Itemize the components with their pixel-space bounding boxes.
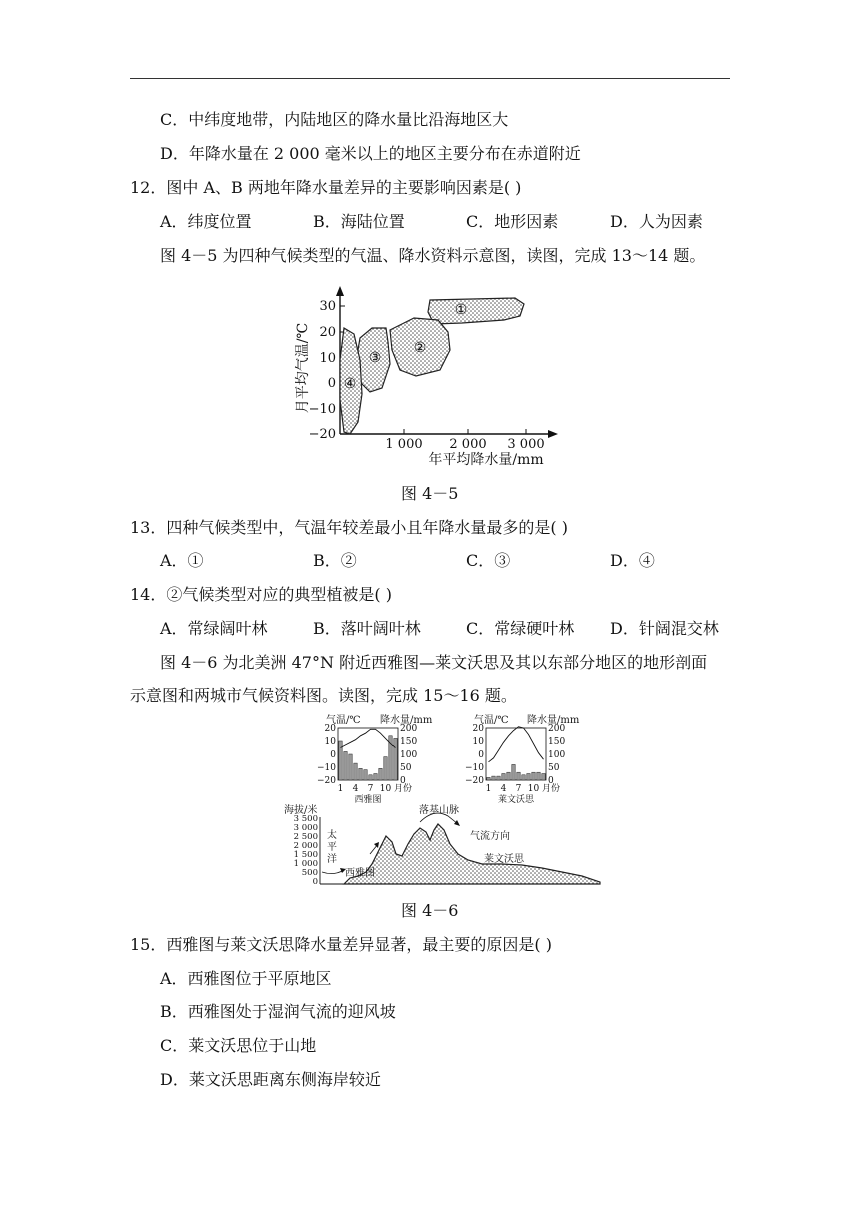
intro-15-16-line1: 图 4－6 为北美洲 47°N 附近西雅图—莱文沃思及其以东部分地区的地形剖面 (160, 653, 708, 672)
option-c-prev: C．中纬度地带，内陆地区的降水量比沿海地区大 (160, 110, 509, 129)
figure-4-5 (290, 282, 570, 472)
precip-bar (497, 776, 500, 780)
precip-bar (359, 768, 362, 780)
elevation-tick: 3 000 (293, 823, 318, 833)
elevation-tick: 2 500 (293, 832, 318, 842)
precip-tick: 50 (548, 763, 560, 773)
precip-bar (487, 777, 490, 780)
profile-leavenworth-label: 莱文沃思 (484, 854, 524, 865)
temp-tick: 0 (478, 750, 484, 760)
temp-tick: 0 (330, 750, 336, 760)
precip-bar (364, 770, 367, 780)
region-label-4: ④ (343, 376, 357, 392)
q12-option-d: D．人为因素 (610, 212, 703, 231)
precip-bar (394, 738, 397, 780)
seattle-chart-title: 西雅图 (354, 795, 382, 805)
month-tick: 4 (352, 784, 359, 794)
month-tick: 1 (337, 784, 344, 794)
y-tick: 30 (319, 299, 336, 314)
precip-tick: 50 (400, 763, 412, 773)
pacific-label-1: 太 (327, 830, 337, 841)
question-13: 13．四种气候类型中，气温年较差最小且年降水量最多的是( ) (130, 518, 568, 537)
precip-tick: 200 (400, 724, 418, 734)
precip-bar (344, 751, 347, 780)
q12-option-a: A．纬度位置 (160, 212, 252, 231)
precip-bar (542, 774, 545, 781)
leavenworth-month-unit: 月份 (542, 784, 561, 794)
y-axis-arrow (336, 286, 344, 296)
x-tick: 3 000 (507, 437, 545, 452)
airflow-arrowhead-upslope (374, 842, 379, 848)
temp-tick: 10 (472, 737, 484, 747)
precip-bar (522, 775, 525, 780)
precip-bar (349, 754, 352, 780)
precip-bar (502, 774, 505, 781)
seattle-month-unit: 月份 (394, 784, 413, 794)
figure-4-5-caption: 图 4－5 (401, 484, 459, 503)
q13-option-c: C．③ (466, 551, 511, 570)
option-d-prev: D．年降水量在 2 000 毫米以上的地区主要分布在赤道附近 (160, 144, 581, 163)
precip-bar (369, 775, 372, 780)
elevation-tick: 3 500 (293, 814, 318, 824)
precip-bar (517, 772, 520, 780)
elevation-tick: 0 (312, 877, 318, 887)
question-14: 14．②气候类型对应的典型植被是( ) (130, 585, 392, 604)
q12-option-b: B．海陆位置 (313, 212, 405, 231)
profile-airflow-label: 气流方向 (470, 831, 510, 842)
precip-bar (512, 764, 515, 780)
temp-tick: −20 (465, 776, 484, 786)
q13-option-d: D．④ (610, 551, 655, 570)
pacific-label-2: 平 (327, 842, 337, 853)
elevation-tick: 2 000 (293, 841, 318, 851)
header-rule (130, 78, 730, 79)
profile-y-label: 海拔/米 (284, 805, 318, 816)
precip-bar (537, 772, 540, 780)
q15-option-d: D．莱文沃思距离东侧海岸较近 (160, 1070, 381, 1089)
y-tick: 20 (319, 325, 336, 340)
precip-tick: 100 (400, 750, 418, 760)
precip-bar (527, 774, 530, 781)
month-tick: 10 (527, 784, 540, 794)
precip-tick: 150 (548, 737, 566, 747)
y-axis-label: 月平均气温/℃ (295, 322, 311, 414)
climate-region-1 (428, 298, 524, 324)
temp-tick: −10 (465, 763, 484, 773)
month-tick: 7 (515, 784, 522, 794)
temp-tick: −10 (317, 763, 336, 773)
terrain-profile (284, 803, 600, 887)
month-tick: 7 (367, 784, 374, 794)
leavenworth-climate-chart (465, 713, 580, 805)
question-15: 15．西雅图与莱文沃思降水量差异显著，最主要的原因是( ) (130, 935, 552, 954)
elevation-tick: 1 500 (293, 850, 318, 860)
intro-15-16-line2: 示意图和两城市气候资料图。读图，完成 15～16 题。 (130, 686, 517, 705)
profile-rockies-label: 落基山脉 (419, 805, 459, 816)
x-tick: 2 000 (449, 437, 487, 452)
precip-bar (354, 763, 357, 780)
temp-tick: 10 (324, 737, 336, 747)
month-tick: 10 (379, 784, 392, 794)
temp-tick: −20 (317, 776, 336, 786)
precip-tick: 200 (548, 724, 566, 734)
airflow-arrowhead-over-mountain (454, 820, 460, 826)
question-12: 12．图中 A、B 两地年降水量差异的主要影响因素是( ) (130, 178, 522, 197)
seattle-precip-label: 降水量/mm (380, 715, 433, 726)
region-label-1: ① (454, 302, 468, 318)
month-tick: 4 (500, 784, 507, 794)
month-tick: 1 (485, 784, 492, 794)
airflow-arrow-pacific (322, 870, 344, 874)
figure-4-6-caption: 图 4－6 (401, 901, 459, 920)
figure-4-6 (282, 712, 612, 892)
temp-tick: 20 (324, 724, 336, 734)
y-tick: −20 (308, 427, 336, 442)
precip-tick: 0 (548, 776, 554, 786)
leavenworth-chart-title: 莱文沃思 (497, 795, 535, 805)
q15-option-c: C．莱文沃思位于山地 (160, 1036, 317, 1055)
q13-option-b: B．② (313, 551, 357, 570)
precip-tick: 100 (548, 750, 566, 760)
q14-option-d: D．针阔混交林 (610, 619, 719, 638)
intro-13-14: 图 4－5 为四种气候类型的气温、降水资料示意图，读图，完成 13～14 题。 (160, 246, 706, 265)
precip-bar (379, 768, 382, 780)
region-label-2: ② (413, 340, 427, 356)
precip-bar (532, 772, 535, 780)
x-tick: 1 000 (385, 437, 423, 452)
elevation-tick: 500 (301, 868, 318, 878)
q15-option-a: A．西雅图位于平原地区 (160, 969, 332, 988)
profile-seattle-label: 西雅图 (345, 868, 375, 879)
precip-bar (384, 757, 387, 780)
q14-option-c: C．常绿硬叶林 (466, 619, 575, 638)
temp-tick: 20 (472, 724, 484, 734)
leavenworth-precip-label: 降水量/mm (527, 715, 580, 726)
precip-bar (374, 774, 377, 781)
precip-bar (492, 776, 495, 780)
seattle-temp-label: 气温/℃ (326, 715, 361, 726)
precip-bar (507, 772, 510, 780)
y-tick: −10 (308, 402, 336, 417)
y-tick: 0 (327, 376, 336, 391)
q15-option-b: B．西雅图处于湿润气流的迎风坡 (160, 1002, 396, 1021)
q12-option-c: C．地形因素 (466, 212, 559, 231)
q14-option-b: B．落叶阔叶林 (313, 619, 421, 638)
q14-option-a: A．常绿阔叶林 (160, 619, 268, 638)
x-axis-arrow (548, 430, 558, 438)
precip-tick: 0 (400, 776, 406, 786)
seattle-climate-chart (317, 713, 433, 805)
q13-option-a: A．① (160, 551, 204, 570)
x-axis-label: 年平均降水量/mm (428, 452, 544, 468)
y-tick: 10 (319, 351, 336, 366)
precip-tick: 150 (400, 737, 418, 747)
region-label-3: ③ (368, 350, 382, 366)
leavenworth-temp-label: 气温/℃ (474, 715, 509, 726)
elevation-tick: 1 000 (293, 859, 318, 869)
pacific-label-3: 洋 (327, 854, 337, 865)
